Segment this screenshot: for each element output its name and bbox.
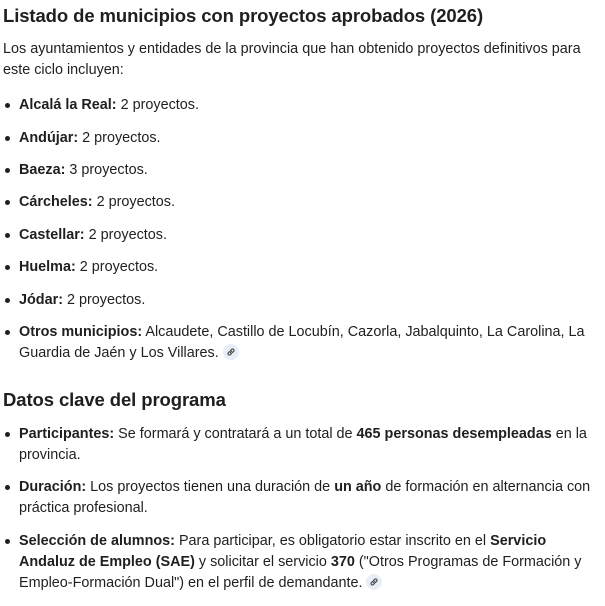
- item-text: Para participar, es obligatorio estar inscrito en el: [174, 533, 491, 549]
- list-item: [3, 290, 595, 311]
- municipio-name: Alcalá la Real:: [19, 97, 117, 113]
- municipio-name: Baeza:: [19, 162, 66, 178]
- source-link-button[interactable]: [223, 344, 239, 360]
- municipio-projects: 2 proyectos.: [116, 97, 199, 113]
- section-heading-datos-clave: Datos clave del programa: [3, 389, 226, 410]
- list-item: [3, 322, 595, 364]
- list-item: [3, 424, 595, 466]
- item-emphasis: un año: [334, 479, 382, 495]
- link-icon: [369, 577, 379, 587]
- item-label: Selección de alumnos:: [19, 533, 175, 549]
- municipio-projects: 2 proyectos.: [78, 130, 161, 146]
- item-emphasis: 465 personas desempleadas: [356, 426, 552, 442]
- source-link-button[interactable]: [366, 574, 382, 590]
- municipio-name: Castellar:: [19, 227, 85, 243]
- municipio-name: Jódar:: [19, 292, 63, 308]
- item-emphasis: Servicio Andaluz de Empleo (SAE): [19, 533, 547, 570]
- item-text: Los proyectos tienen una duración de: [86, 479, 335, 495]
- list-item: [3, 257, 595, 278]
- otros-municipios-text: Alcaudete, Castillo de Locubín, Cazorla, Jabalquinto, La Carolina, La Guardia de Jaén y Los Villares.: [19, 324, 585, 361]
- item-label: Participantes:: [19, 426, 115, 442]
- municipio-projects: 2 proyectos.: [84, 227, 167, 243]
- municipio-name: Cárcheles:: [19, 194, 93, 210]
- list-item: [3, 531, 595, 594]
- item-text: en la provincia.: [19, 426, 587, 463]
- intro-paragraph: Los ayuntamientos y entidades de la provincia que han obtenido proyectos definitivos para este ciclo incluyen:: [3, 41, 581, 78]
- list-item: [3, 192, 595, 213]
- municipio-projects: 2 proyectos.: [62, 292, 146, 308]
- list-item: [3, 95, 595, 116]
- municipio-projects: 2 proyectos.: [75, 259, 159, 275]
- item-text: Se formará y contratará a un total de: [114, 426, 357, 442]
- item-label: Duración:: [19, 479, 87, 495]
- municipio-name: Andújar:: [19, 130, 79, 146]
- list-item: [3, 477, 595, 519]
- list-item: [3, 160, 595, 181]
- list-item: [3, 128, 595, 149]
- municipio-name: Otros municipios:: [19, 324, 143, 340]
- item-text: ("Otros Programas de Formación y Empleo-Formación Dual") en el perfil de demandante.: [19, 554, 582, 591]
- link-icon: [226, 347, 236, 357]
- municipio-name: Huelma:: [19, 259, 76, 275]
- section-heading-municipios: Listado de municipios con proyectos aprobados (2026): [3, 5, 484, 26]
- municipio-projects: 2 proyectos.: [92, 194, 175, 210]
- municipio-projects: 3 proyectos.: [65, 162, 148, 178]
- item-emphasis: 370: [330, 554, 355, 570]
- item-text: de formación en alternancia con práctica profesional.: [19, 479, 591, 516]
- list-item: [3, 225, 595, 246]
- item-text: y solicitar el servicio: [194, 554, 331, 570]
